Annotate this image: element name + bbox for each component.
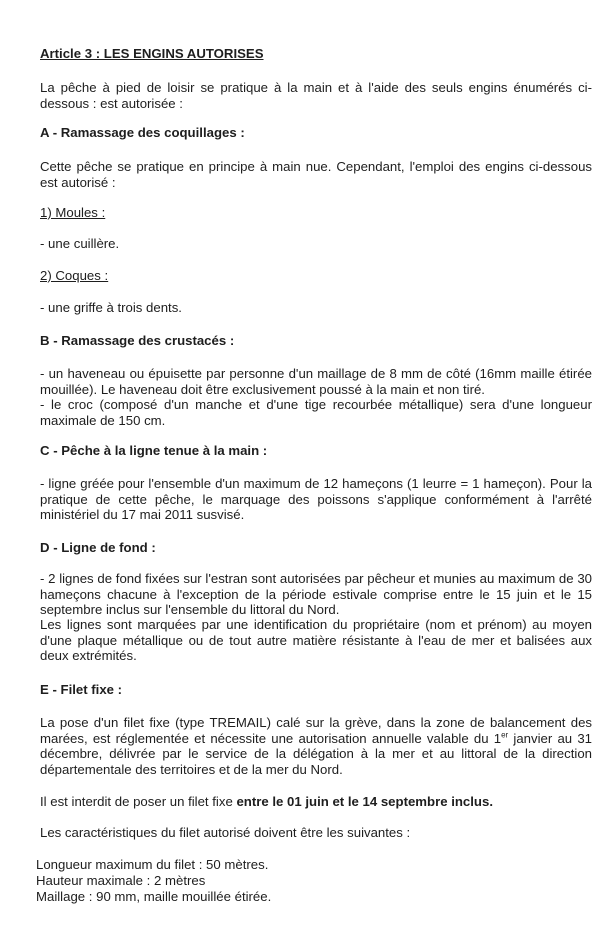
section-a-heading: A - Ramassage des coquillages : (40, 125, 245, 140)
paragraph-1-text-end: janvier au 31 décembre, délivrée par le service de la délégation à la mer et au littoral de la direction départementale des territoires et de la mer du Nord. (40, 730, 592, 777)
section-d-heading: D - Ligne de fond : (40, 540, 156, 555)
moules-item: - une cuillère. (40, 236, 120, 251)
section-d-text-2: Les lignes sont marquées par une identification du propriétaire (nom et prénom) au moyen d'une plaque métallique ou de tout autre matière résistante à l'eau de mer et balisées aux deux extrémités. (40, 617, 592, 664)
spec-length: Longueur maximum du filet : 50 mètres. (36, 857, 269, 872)
section-c-heading: C - Pêche à la ligne tenue à la main : (40, 443, 268, 458)
coques-item: - une griffe à trois dents. (40, 300, 182, 315)
section-c-text: - ligne gréée pour l'ensemble d'un maximum de 12 hameçons (1 leurre = 1 hameçon). Pour la pratique de cette pêche, le marquage des poissons s'applique conformément à l'arrêté ministériel du 17 mai 2011 susvisé. (40, 476, 592, 523)
section-e-paragraph-2 (40, 794, 592, 810)
section-e-heading: E - Filet fixe : (40, 682, 123, 697)
section-d-text-1: - 2 lignes de fond fixées sur l'estran sont autorisées par pêcheur et munies au maximum de 30 hameçons chacune à l'exception de la période estivale comprise entre le 15 juin et le 15 septembre inclus sur l'ensemble du littoral du Nord. (40, 571, 592, 618)
section-b-item-1: - un haveneau ou épuisette par personne d'un maillage de 8 mm de côté (16mm maille étirée mouillée). Le haveneau doit être exclusivement poussé à la main et non tiré. (40, 366, 592, 397)
coques-heading: 2) Coques : (40, 268, 109, 283)
ordinal-superscript: er (501, 730, 509, 740)
article-title: Article 3 : LES ENGINS AUTORISES (40, 46, 264, 61)
article-intro: La pêche à pied de loisir se pratique à la main et à l'aide des seuls engins énumérés ci-dessous : est autorisée : (40, 80, 592, 111)
section-e-paragraph-1 (40, 715, 592, 777)
section-b-heading: B - Ramassage des crustacés : (40, 333, 235, 348)
section-b-item-2: - le croc (composé d'un manche et d'une tige recourbée métallique) sera d'une longueur maximale de 150 cm. (40, 397, 592, 428)
spec-mesh: Maillage : 90 mm, maille mouillée étirée. (36, 889, 272, 904)
section-a-text: Cette pêche se pratique en principe à main nue. Cependant, l'emploi des engins ci-dessous est autorisé : (40, 159, 592, 190)
paragraph-2-text: Il est interdit de poser un filet fixe (40, 794, 237, 809)
moules-heading: 1) Moules : (40, 205, 106, 220)
spec-height: Hauteur maximale : 2 mètres (36, 873, 206, 888)
paragraph-1-text-start: La pose d'un filet fixe (type TREMAIL) calé sur la grève, dans la zone de balancement des marées, est réglementée et nécessite une autorisation annuelle valable du 1 (40, 715, 592, 746)
section-e-paragraph-3: Les caractéristiques du filet autorisé doivent être les suivantes : (40, 825, 411, 840)
closed-period-text: entre le 01 juin et le 14 septembre inclus. (236, 794, 493, 809)
